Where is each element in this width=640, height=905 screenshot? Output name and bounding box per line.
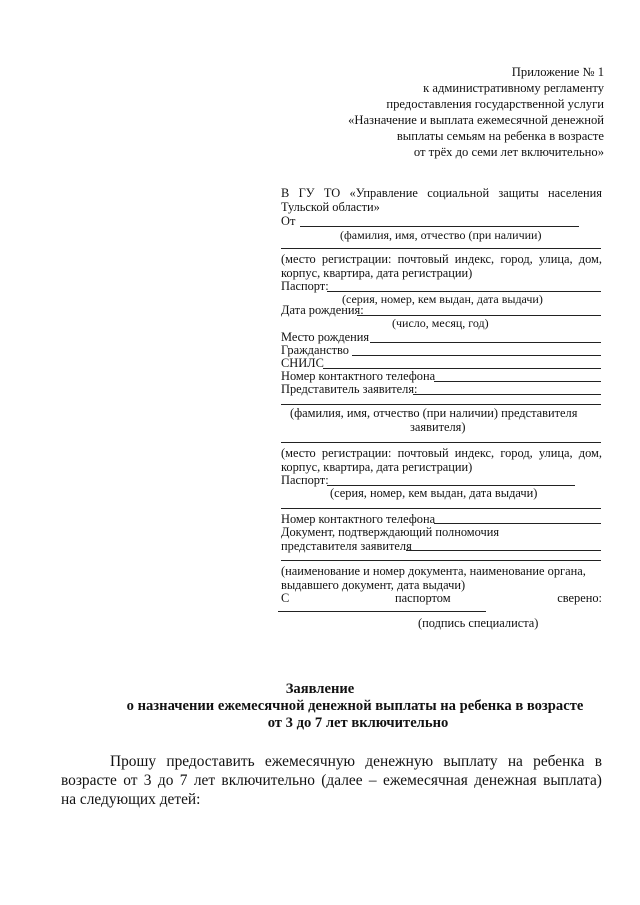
body-word: (далее	[321, 772, 363, 789]
addressee-line	[281, 186, 602, 200]
body-word: на	[507, 753, 523, 770]
caption-word: регистрации:	[321, 446, 392, 460]
body-line-1	[110, 752, 602, 772]
from-name-field[interactable]	[300, 226, 579, 227]
header-line-4: «Назначение и выплата ежемесячной денежной	[348, 113, 604, 127]
citizenship-label: Гражданство	[281, 343, 349, 357]
caption-word: (место	[281, 446, 316, 460]
caption-word: город,	[500, 252, 533, 266]
verify-left: С	[281, 591, 290, 605]
representative-caption-2: заявителя)	[410, 420, 466, 434]
rep-registration-field[interactable]	[281, 442, 601, 443]
authority-doc-caption-2: выдавшего документ, дата выдачи)	[281, 578, 466, 592]
header-line-1: Приложение № 1	[511, 65, 604, 79]
header-line-3: предоставления государственной услуги	[386, 97, 604, 111]
from-label: От	[281, 214, 296, 228]
snils-label: СНИЛС	[281, 356, 324, 370]
body-word: включительно	[221, 772, 315, 789]
verify-right: сверено:	[557, 591, 602, 605]
body-line-3: на следующих детей:	[61, 791, 201, 808]
addressee-word: ГУ	[298, 186, 315, 200]
body-word: денежная	[474, 772, 537, 789]
rep-phone-label: Номер контактного телефона	[281, 512, 436, 526]
citizenship-field[interactable]	[352, 355, 601, 356]
birthplace-label: Место рождения	[281, 330, 370, 344]
addressee-word: В	[281, 186, 290, 200]
registration-caption	[281, 252, 602, 266]
body-word: денежную	[365, 753, 434, 770]
authority-doc-field-2[interactable]	[281, 560, 601, 561]
rep-passport-field-2[interactable]	[281, 508, 601, 509]
header-line-2: к административному регламенту	[423, 81, 604, 95]
caption-word: дом,	[578, 446, 602, 460]
addressee-word: социальной	[427, 186, 490, 200]
caption-word: индекс,	[454, 252, 495, 266]
authority-doc-caption-1: (наименование и номер документа, наименование органа,	[281, 564, 586, 578]
verify-middle: паспортом	[395, 591, 451, 605]
registration-caption-2: корпус, квартира, дата регистрации)	[281, 266, 473, 280]
caption-word: город,	[500, 446, 533, 460]
representative-name-field[interactable]	[281, 404, 601, 405]
body-word: выплату	[443, 753, 498, 770]
addressee-word: ТО	[323, 186, 341, 200]
caption-word: улица,	[538, 446, 573, 460]
rep-phone-field[interactable]	[434, 523, 601, 524]
title-line-2: о назначении ежемесячной денежной выплаты на ребенка в возрасте	[126, 698, 584, 714]
authority-doc-label-2: представителя заявителя	[281, 539, 412, 553]
signature-field[interactable]	[278, 611, 486, 612]
body-word: лет	[193, 772, 216, 789]
birthdate-label: Дата рождения:	[281, 303, 364, 317]
body-word: –	[368, 772, 377, 789]
passport-caption: (серия, номер, кем выдан, дата выдачи)	[342, 292, 543, 306]
caption-word: дом,	[578, 252, 602, 266]
representative-label: Представитель заявителя:	[281, 382, 418, 396]
body-word: Прошу	[110, 753, 157, 770]
phone-label: Номер контактного телефона	[281, 369, 436, 383]
title-line-1: Заявление	[285, 681, 355, 697]
representative-field[interactable]	[413, 394, 601, 395]
body-word: до	[157, 772, 174, 789]
authority-doc-field[interactable]	[406, 550, 601, 551]
fio-caption: (фамилия, имя, отчество (при наличии)	[340, 228, 542, 242]
registration-field[interactable]	[281, 248, 601, 249]
rep-passport-label: Паспорт:	[281, 473, 329, 487]
body-word: ежемесячная	[382, 772, 468, 789]
body-word: ежемесячную	[264, 753, 356, 770]
caption-word: регистрации:	[321, 252, 392, 266]
body-word: возрасте	[61, 772, 117, 789]
birthplace-field[interactable]	[370, 342, 601, 343]
signature-caption: (подпись специалиста)	[418, 616, 539, 630]
addressee-word: защиты	[498, 186, 539, 200]
header-line-5: выплаты семьям на ребенка в возрасте	[396, 129, 604, 143]
representative-caption-1: (фамилия, имя, отчество (при наличии) представителя	[290, 406, 578, 420]
caption-word: индекс,	[454, 446, 495, 460]
birthdate-caption: (число, месяц, год)	[392, 316, 489, 330]
body-word: от	[123, 772, 138, 789]
caption-word: улица,	[538, 252, 573, 266]
rep-registration-caption-2: корпус, квартира, дата регистрации)	[281, 460, 473, 474]
phone-field[interactable]	[434, 381, 601, 382]
addressee-word: «Управление	[349, 186, 418, 200]
caption-word: почтовый	[397, 446, 449, 460]
body-word: 3	[143, 772, 152, 789]
header-line-6: от трёх до семи лет включительно»	[413, 145, 604, 159]
body-word: ребенка	[533, 753, 585, 770]
caption-word: почтовый	[397, 252, 449, 266]
body-word: 7	[179, 772, 188, 789]
body-line-2	[61, 771, 602, 791]
body-word: предоставить	[166, 753, 255, 770]
addressee-line-2: Тульской области»	[281, 200, 380, 214]
body-word: в	[594, 753, 602, 770]
passport-label: Паспорт:	[281, 279, 329, 293]
body-word: выплата)	[543, 772, 602, 789]
authority-doc-label-1: Документ, подтверждающий полномочия	[281, 525, 500, 539]
rep-passport-caption: (серия, номер, кем выдан, дата выдачи)	[330, 486, 538, 500]
rep-registration-caption	[281, 446, 602, 460]
addressee-word: населения	[548, 186, 602, 200]
caption-word: (место	[281, 252, 316, 266]
title-line-3: от 3 до 7 лет включительно	[267, 715, 449, 731]
